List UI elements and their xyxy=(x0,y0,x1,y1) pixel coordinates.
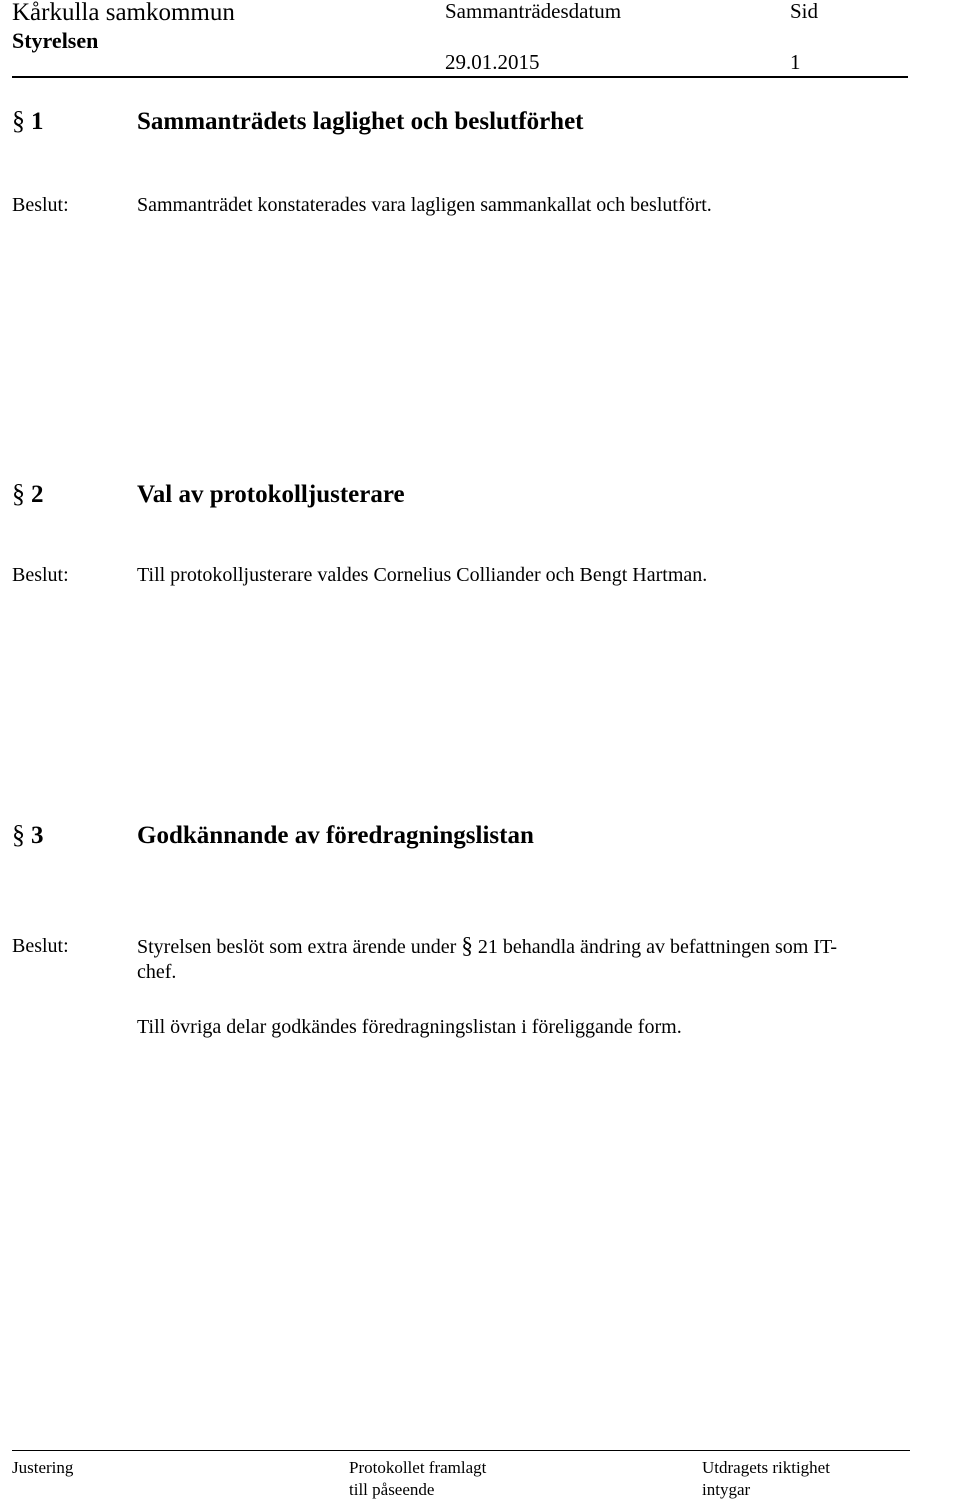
section-title-3: Godkännande av föredragningslistan xyxy=(137,822,534,849)
section-number-1: 1 xyxy=(31,108,44,135)
decision-label-1: Beslut: xyxy=(12,194,69,216)
section-sign-1: § xyxy=(12,106,25,135)
section-title-2: Val av protokolljusterare xyxy=(137,481,405,508)
meeting-date-label: Sammanträdesdatum xyxy=(445,0,622,23)
footer-divider xyxy=(12,1450,910,1451)
body-name: Styrelsen xyxy=(12,28,99,53)
section-sign-3: § xyxy=(12,820,25,849)
section-sign-2: § xyxy=(12,479,25,508)
decision-text-3-line-3: Till övriga delar godkändes föredragningslistan i föreliggande form. xyxy=(137,1016,682,1038)
section-title-1: Sammanträdets laglighet och beslutförhet xyxy=(137,108,584,135)
footer-framlagt-label-line-2: till påseende xyxy=(349,1480,435,1499)
decision-label-3: Beslut: xyxy=(12,935,69,957)
footer-framlagt-label: Protokollet framlagt xyxy=(349,1458,487,1477)
footer-utdrag-label: Utdragets riktighet xyxy=(702,1458,830,1477)
decision-text-2: Till protokolljusterare valdes Cornelius Colliander och Bengt Hartman. xyxy=(137,564,708,586)
decision-text-3-line-1 xyxy=(137,933,837,960)
section-number-2: 2 xyxy=(31,481,44,508)
meeting-date-value: 29.01.2015 xyxy=(445,50,540,74)
header-divider xyxy=(12,76,908,78)
decision-text-3-line-2: chef. xyxy=(137,961,177,983)
section-number-3: 3 xyxy=(31,822,44,849)
decision-text-1: Sammanträdet konstaterades vara lagligen sammankallat och beslutfört. xyxy=(137,194,712,216)
organization-name: Kårkulla samkommun xyxy=(12,0,235,26)
footer-utdrag-label-line-2: intygar xyxy=(702,1480,751,1499)
section-reference-sign: § xyxy=(461,933,473,958)
decision-label-2: Beslut: xyxy=(12,564,69,586)
page-number: 1 xyxy=(790,50,801,74)
page-label: Sid xyxy=(790,0,819,23)
footer-justering-label: Justering xyxy=(12,1458,74,1477)
decision-text-3-part-before: Styrelsen beslöt som extra ärende under xyxy=(137,936,457,958)
decision-text-3-part-after: 21 behandla ändring av befattningen som IT- xyxy=(477,936,838,958)
